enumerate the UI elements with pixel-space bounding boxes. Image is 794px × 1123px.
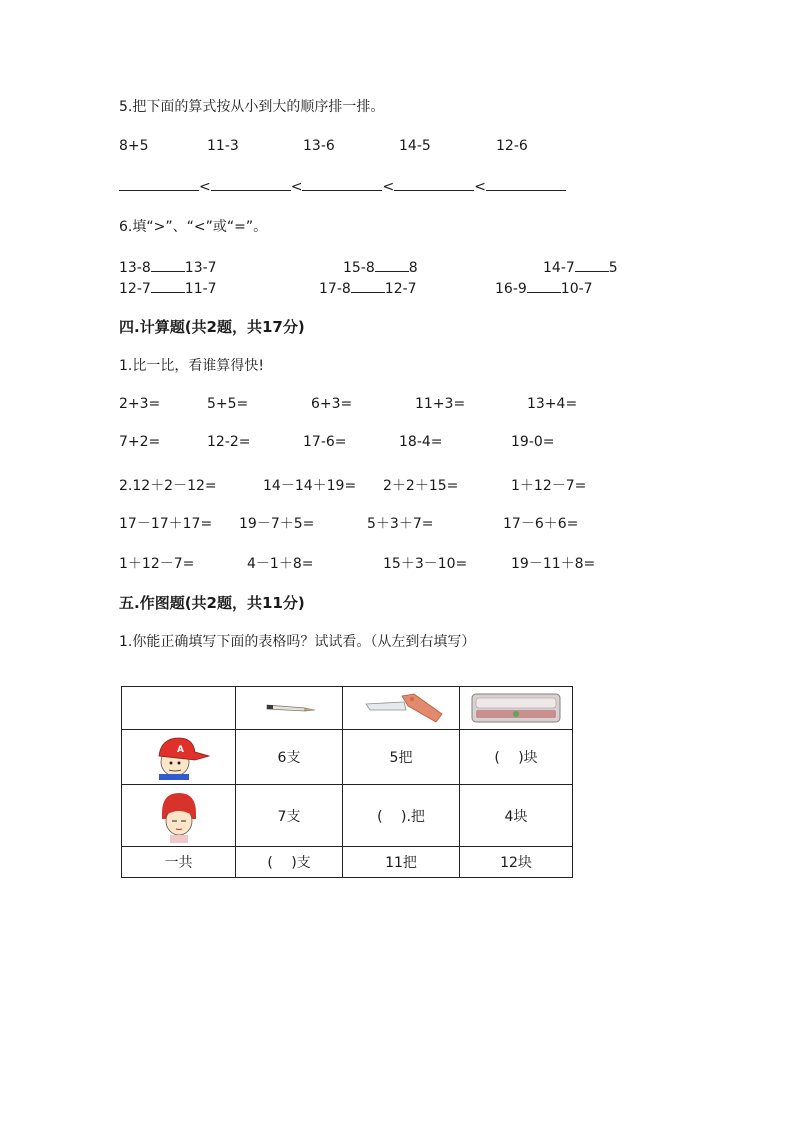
boy-cap-avatar (147, 734, 211, 780)
compare-blank[interactable] (151, 257, 185, 272)
table-cell: 5把 (343, 730, 460, 785)
q6-left: 12-7 (119, 281, 151, 297)
compare-blank[interactable] (575, 257, 609, 272)
table-cell[interactable]: ( ).把 (343, 785, 460, 847)
q6-right: 10-7 (560, 281, 593, 297)
fill-in-table (121, 686, 573, 878)
calc-item: 17－6＋6= (503, 516, 579, 532)
q6-left: 17-8 (319, 281, 351, 297)
pencil-icon (261, 698, 317, 718)
calc-item: 2.12＋2－12= (119, 478, 217, 494)
table-row (122, 785, 573, 847)
q5-expr: 11-3 (207, 138, 239, 154)
q5-expr: 14-5 (399, 138, 431, 154)
calc-item: 17－17＋17= (119, 516, 213, 532)
eraser-box-icon (468, 690, 564, 726)
calc-item: 17-6= (303, 434, 347, 450)
less-than-sign: < (199, 179, 211, 195)
table-cell: 11把 (343, 847, 460, 878)
q6-item (119, 278, 217, 297)
less-than-sign: < (290, 179, 303, 195)
girl-avatar (156, 789, 202, 843)
calc-item: 1＋12－7= (119, 556, 195, 572)
calc-item: 5+5= (207, 396, 249, 412)
q6-right: 13-7 (184, 260, 217, 276)
table-avatar-cell (122, 730, 236, 785)
compare-blank[interactable] (375, 257, 409, 272)
q6-right: 12-7 (384, 281, 417, 297)
knife-icon (356, 690, 446, 726)
table-header-cell (460, 687, 573, 730)
table-cell: 7支 (236, 785, 343, 847)
table-header-cell (236, 687, 343, 730)
answer-blank[interactable] (394, 176, 474, 191)
calc-item: 5＋3＋7= (367, 516, 434, 532)
q6-right: 11-7 (184, 281, 217, 297)
q6-right: 5 (608, 260, 618, 276)
table-avatar-cell (122, 785, 236, 847)
table-cell: 12块 (460, 847, 573, 878)
table-total-label: 一共 (122, 847, 236, 878)
answer-blank[interactable] (211, 176, 291, 191)
q5-order-line (119, 176, 566, 195)
calc-item: 19－7＋5= (239, 516, 315, 532)
calc-item: 18-4= (399, 434, 443, 450)
calc-item: 2＋2＋15= (383, 478, 459, 494)
q6-item (543, 257, 618, 276)
compare-blank[interactable] (351, 278, 385, 293)
table-corner-cell (122, 687, 236, 730)
table-header-row (122, 687, 573, 730)
q6-left: 13-8 (119, 260, 151, 276)
sec4-q1-title: 1.比一比，看谁算得快! (119, 358, 264, 374)
q6-right: 8 (408, 260, 418, 276)
compare-blank[interactable] (527, 278, 561, 293)
table-header-cell (343, 687, 460, 730)
q5-expr: 12-6 (496, 138, 528, 154)
q6-item (343, 257, 418, 276)
calc-item: 2+3= (119, 396, 161, 412)
calc-item: 7+2= (119, 434, 161, 450)
section-4-title: 四.计算题(共2题，共17分) (119, 318, 305, 336)
table-row (122, 847, 573, 878)
answer-blank[interactable] (302, 176, 382, 191)
calc-item: 19-0= (511, 434, 555, 450)
q6-left: 16-9 (495, 281, 527, 297)
q6-left: 14-7 (543, 260, 575, 276)
svg-text:A: A (176, 745, 184, 755)
sec5-q1-title: 1.你能正确填写下面的表格吗？试试看。（从左到右填写） (119, 634, 476, 650)
calc-item: 19－11＋8= (511, 556, 596, 572)
calc-item: 6+3= (311, 396, 353, 412)
less-than-sign: < (382, 179, 395, 195)
table-cell: 6支 (236, 730, 343, 785)
q5-expr: 8+5 (119, 138, 149, 154)
q6-item (119, 257, 217, 276)
q5-expr: 13-6 (303, 138, 335, 154)
calc-item: 1＋12－7= (511, 478, 587, 494)
calc-item: 12-2= (207, 434, 251, 450)
answer-blank[interactable] (486, 176, 566, 191)
q6-item (319, 278, 417, 297)
compare-blank[interactable] (151, 278, 185, 293)
calc-item: 15＋3－10= (383, 556, 468, 572)
less-than-sign: < (474, 179, 486, 195)
q6-title: 6.填“>”、“<”或“=”。 (119, 219, 268, 235)
q5-title: 5.把下面的算式按从小到大的顺序排一排。 (119, 99, 385, 115)
table-row (122, 730, 573, 785)
calc-item: 13+4= (527, 396, 578, 412)
answer-blank[interactable] (119, 176, 199, 191)
table-cell[interactable]: ( )支 (236, 847, 343, 878)
q6-left: 15-8 (343, 260, 375, 276)
calc-item: 14－14＋19= (263, 478, 357, 494)
table-cell: 4块 (460, 785, 573, 847)
calc-item: 4－1＋8= (247, 556, 314, 572)
calc-item: 11+3= (415, 396, 466, 412)
q6-item (495, 278, 593, 297)
section-5-title: 五.作图题(共2题，共11分) (119, 594, 305, 612)
table-cell[interactable]: ( )块 (460, 730, 573, 785)
